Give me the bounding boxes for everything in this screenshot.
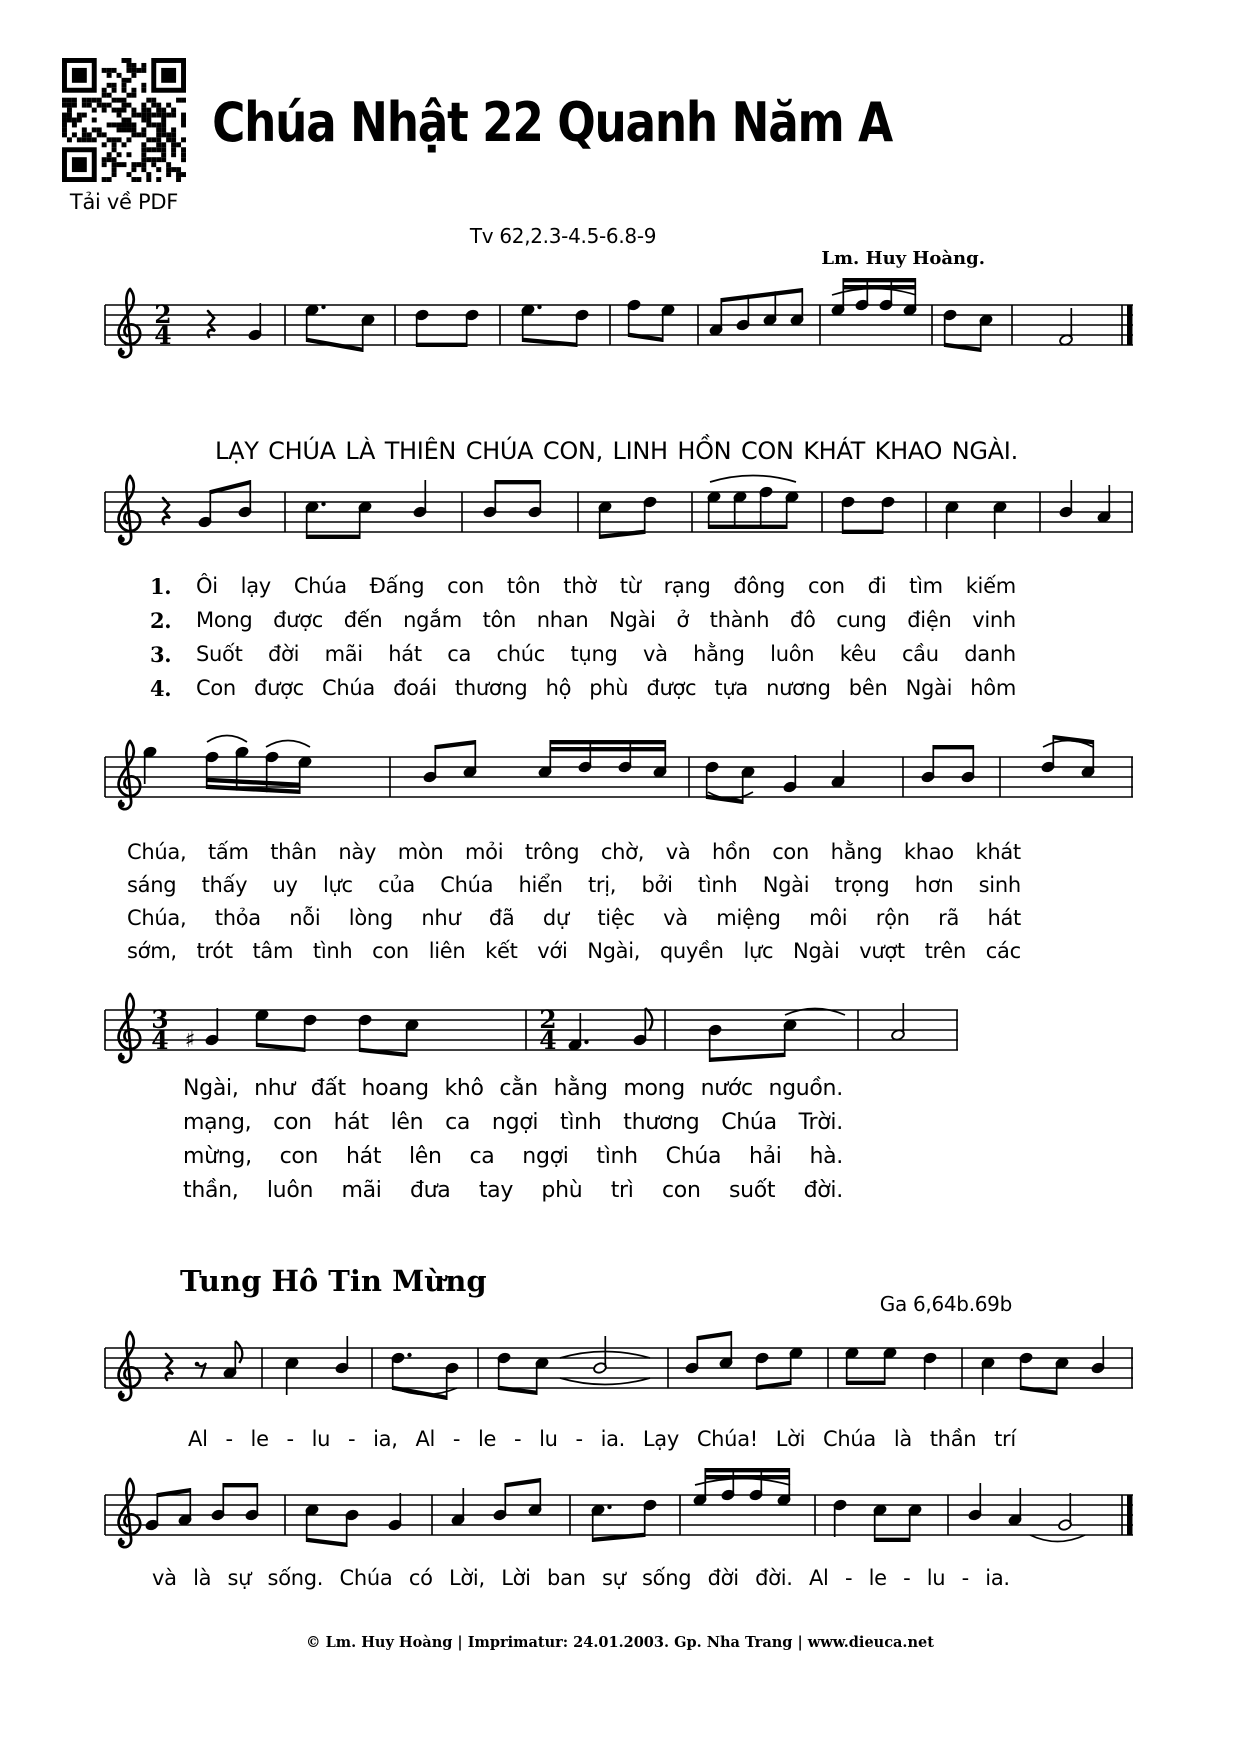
lyric-word: hằng xyxy=(693,642,745,666)
lyric-word: - xyxy=(903,1566,911,1590)
page-title: Chúa Nhật 22 Quanh Năm A xyxy=(212,91,892,154)
lyric-word: ia. xyxy=(600,1427,626,1451)
lyric-word: danh xyxy=(964,642,1016,666)
lyric-word: kêu xyxy=(839,642,877,666)
lyric-word: ia, xyxy=(373,1427,398,1451)
lyric-word: thân xyxy=(270,840,317,864)
verse-line xyxy=(183,1110,843,1144)
lyric-word: rộn xyxy=(875,906,910,930)
lyric-word: Ôi xyxy=(196,574,218,598)
lyric-word: - xyxy=(452,1427,461,1451)
lyric-word: Ngài xyxy=(792,939,840,963)
lyric-word: chúc xyxy=(496,642,546,666)
pdf-download-link[interactable]: Tải về PDF xyxy=(69,190,179,214)
lyric-word: của xyxy=(378,873,415,897)
lyric-word: sống. xyxy=(267,1566,324,1590)
lyric-word: mạng, xyxy=(183,1110,252,1135)
lyric-word: hát xyxy=(987,906,1021,930)
lyric-word: Ngài xyxy=(762,873,810,897)
svg-text:2: 2 xyxy=(154,300,172,329)
lyric-word: - xyxy=(513,1427,522,1451)
copyright-footer: © Lm. Huy Hoàng | Imprimatur: 24.01.2003. Gp. Nha Trang | www.dieuca.net xyxy=(306,1634,934,1651)
lyric-word: trông xyxy=(524,840,580,864)
lyric-word: đời xyxy=(267,642,300,666)
lyric-word: được xyxy=(273,608,323,632)
lyric-word: trì xyxy=(610,1178,634,1203)
lyric-word: CHÚA xyxy=(268,437,336,465)
lyric-word: CON, xyxy=(542,437,603,465)
lyric-word: thành xyxy=(709,608,770,632)
lyric-word: là xyxy=(893,1427,912,1451)
lyric-word: trên xyxy=(924,939,967,963)
lyric-word: suốt xyxy=(728,1178,776,1203)
lyric-word: lu xyxy=(926,1566,946,1590)
lyric-word: miệng xyxy=(716,906,781,930)
lyric-word: Chúa xyxy=(440,873,494,897)
lyric-word: và xyxy=(642,642,668,666)
lyric-word: đã xyxy=(488,906,515,930)
lyric-word: Chúa xyxy=(665,1144,722,1169)
lyric-word: LẠY xyxy=(215,437,259,465)
svg-text:4: 4 xyxy=(151,1026,169,1055)
lyric-word: thương xyxy=(623,1110,700,1135)
lyric-word: Chúa xyxy=(293,574,347,598)
lyric-word: trị, xyxy=(587,873,617,897)
lyric-word: trọng xyxy=(834,873,890,897)
verse-number: 3. xyxy=(150,642,172,667)
lyric-word: sinh xyxy=(978,873,1021,897)
lyric-word: THIÊN xyxy=(384,437,457,465)
composer-credit: Lm. Huy Hoàng. xyxy=(821,248,985,269)
lyric-word: được xyxy=(254,676,304,700)
svg-text:4: 4 xyxy=(539,1026,557,1055)
lyric-word: tựa xyxy=(714,676,748,700)
lyric-word: Chúa xyxy=(721,1110,777,1135)
lyric-word: thần xyxy=(929,1427,977,1451)
lyric-word: con xyxy=(273,1110,312,1135)
psalm-reference: Tv 62,2.3-4.5-6.8-9 xyxy=(469,224,657,248)
lyric-word: hải xyxy=(748,1144,782,1169)
lyric-word: Chúa! xyxy=(696,1427,758,1451)
lyric-word: đô xyxy=(789,608,816,632)
lyric-word: có xyxy=(408,1566,433,1590)
lyric-word: lực xyxy=(743,939,774,963)
lyric-word: các xyxy=(985,939,1021,963)
lyric-word: ngắm xyxy=(403,608,462,632)
svg-text:3: 3 xyxy=(151,1005,169,1034)
lyric-word: Đấng xyxy=(369,574,425,598)
lyric-word: hoang xyxy=(361,1076,429,1101)
lyric-word: Mong xyxy=(196,608,253,632)
lyric-word: đoái xyxy=(393,676,437,700)
verse-line xyxy=(150,642,1016,676)
verse-line xyxy=(127,840,1021,873)
lyric-word: tay xyxy=(478,1178,514,1203)
lyric-word: tình xyxy=(312,939,353,963)
staff-3 xyxy=(105,735,1133,809)
lyric-word: Chúa, xyxy=(127,906,187,930)
verse-line xyxy=(127,906,1021,939)
lyric-word: tiệc xyxy=(597,906,635,930)
verse-block-1 xyxy=(150,574,1016,710)
verse-block-2 xyxy=(127,840,1021,972)
lyric-word: lòng xyxy=(348,906,393,930)
lyric-word: hơn xyxy=(914,873,954,897)
lyric-word: NGÀI. xyxy=(951,437,1018,465)
svg-text:4: 4 xyxy=(154,321,172,350)
lyric-word: rạng xyxy=(663,574,711,598)
lyric-word: trí xyxy=(994,1427,1016,1451)
lyric-word: cầu xyxy=(901,642,939,666)
lyric-word: tình xyxy=(697,873,738,897)
lyric-word: le xyxy=(868,1566,887,1590)
lyric-word: khát xyxy=(975,840,1021,864)
lyric-word: sống xyxy=(642,1566,692,1590)
lyric-word: Al xyxy=(415,1427,436,1451)
lyric-word: dự xyxy=(542,906,569,930)
lyric-word: phù xyxy=(589,676,629,700)
lyric-word: hát xyxy=(333,1110,369,1135)
staff-2 xyxy=(105,476,1133,545)
lyric-word: hiển xyxy=(518,873,563,897)
lyric-word: Lời, xyxy=(448,1566,485,1590)
lyric-word: Ngài xyxy=(905,676,953,700)
lyric-word: nhan xyxy=(536,608,589,632)
staff-4 xyxy=(105,994,958,1062)
svg-text:2: 2 xyxy=(539,1005,557,1034)
lyric-word: Lời xyxy=(501,1566,531,1590)
lyric-word: khô xyxy=(444,1076,484,1101)
lyric-word: được xyxy=(646,676,697,700)
verse-line xyxy=(150,608,1016,642)
lyric-word: con xyxy=(447,574,484,598)
lyric-word: kết xyxy=(485,939,518,963)
lyric-word: sớm, xyxy=(127,939,177,963)
staff-1 xyxy=(105,278,1133,357)
gospel-reference: Ga 6,64b.69b xyxy=(879,1292,1012,1316)
lyric-word: ca xyxy=(469,1144,495,1169)
lyric-word: sự xyxy=(227,1566,252,1590)
lyric-word: con xyxy=(807,574,845,598)
lyric-word: ngợi xyxy=(522,1144,569,1169)
lyric-word: đời. xyxy=(755,1566,793,1590)
lyric-word: mong xyxy=(623,1076,685,1101)
lyric-word: khao xyxy=(903,840,954,864)
lyric-word: - xyxy=(286,1427,294,1451)
lyric-word: sáng xyxy=(127,873,177,897)
lyric-word: mãi xyxy=(324,642,363,666)
lyric-word: tìm xyxy=(909,574,943,598)
lyric-word: Lạy xyxy=(642,1427,679,1451)
lyric-word: lạy xyxy=(240,574,271,598)
lyric-word: tình xyxy=(560,1110,602,1135)
lyric-word: KHAO xyxy=(874,437,943,465)
lyric-word: đời xyxy=(707,1566,739,1590)
lyric-word: Ngài, xyxy=(587,939,641,963)
lyric-word: và xyxy=(663,906,688,930)
lyric-word: đông xyxy=(733,574,786,598)
lyric-word: đất xyxy=(310,1076,346,1101)
lyric-word: con xyxy=(772,840,809,864)
lyric-word: hồn xyxy=(712,840,751,864)
alleluia-lyrics-line-2 xyxy=(152,1566,1010,1590)
lyric-word: nương xyxy=(766,676,831,700)
lyric-word: như xyxy=(254,1076,296,1101)
lyric-word: hằng xyxy=(553,1076,608,1101)
verse-block-3 xyxy=(183,1076,843,1212)
lyric-word: con xyxy=(279,1144,319,1169)
lyric-word: le xyxy=(477,1427,497,1451)
lyric-word: với xyxy=(537,939,568,963)
lyric-word: lu xyxy=(539,1427,558,1451)
verse-line xyxy=(150,574,1016,608)
lyric-word: Ngài, xyxy=(183,1076,239,1101)
lyric-word: mừng, xyxy=(183,1144,252,1169)
lyric-word: mãi xyxy=(341,1178,382,1203)
lyric-word: - xyxy=(961,1566,969,1590)
lyric-word: rã xyxy=(938,906,960,930)
lyric-word: điện xyxy=(907,608,952,632)
refrain-lyrics xyxy=(215,437,1018,465)
lyric-word: Chúa xyxy=(322,676,375,700)
lyric-word: Chúa xyxy=(339,1566,393,1590)
lyric-word: vinh xyxy=(972,608,1016,632)
lyric-word: luôn xyxy=(266,1178,314,1203)
verse-line xyxy=(183,1178,843,1212)
verse-line xyxy=(150,676,1016,710)
lyric-word: - xyxy=(844,1566,853,1590)
verse-number: 1. xyxy=(150,574,172,599)
lyric-word: cung xyxy=(836,608,887,632)
lyric-word: chờ, xyxy=(600,840,645,864)
lyric-word: thương xyxy=(454,676,528,700)
lyric-word: lên xyxy=(390,1110,424,1135)
lyric-word: le xyxy=(250,1427,269,1451)
lyric-word: LINH xyxy=(612,437,668,465)
lyric-word: Trời. xyxy=(798,1110,843,1135)
lyric-word: ia. xyxy=(985,1566,1010,1590)
lyric-word: lu xyxy=(311,1427,331,1451)
staff-5 xyxy=(105,1331,1133,1400)
gospel-acclamation-heading: Tung Hô Tin Mừng xyxy=(180,1264,487,1298)
lyric-word: ở xyxy=(676,608,689,632)
lyric-word: mòn xyxy=(397,840,444,864)
verse-line xyxy=(127,939,1021,972)
lyric-word: tụng xyxy=(570,642,618,666)
lyric-word: vượt xyxy=(859,939,905,963)
lyric-word: ca xyxy=(445,1110,471,1135)
lyric-word: LÀ xyxy=(345,437,376,465)
lyric-word: bởi xyxy=(641,873,673,897)
lyric-word: phù xyxy=(541,1178,583,1203)
lyric-word: và xyxy=(152,1566,177,1590)
lyric-word: - xyxy=(575,1427,583,1451)
lyric-word: hôm xyxy=(970,676,1016,700)
lyric-word: này xyxy=(338,840,377,864)
lyric-word: thỏa xyxy=(214,906,261,930)
lyric-word: lên xyxy=(408,1144,442,1169)
lyric-word: KHÁT xyxy=(803,437,866,465)
lyric-word: nguồn. xyxy=(768,1076,843,1101)
lyric-word: cằn xyxy=(499,1076,538,1101)
lyric-word: hà. xyxy=(809,1144,843,1169)
staff-6 xyxy=(105,1468,1133,1547)
lyric-word: là xyxy=(193,1566,212,1590)
svg-text:♯: ♯ xyxy=(184,1028,196,1053)
lyric-word: Con xyxy=(196,676,236,700)
lyric-word: đến xyxy=(343,608,383,632)
lyric-word: thần, xyxy=(183,1178,239,1203)
lyric-word: và xyxy=(665,840,691,864)
lyric-word: từ xyxy=(619,574,641,598)
lyric-word: hằng xyxy=(830,840,883,864)
lyric-word: tôn xyxy=(482,608,517,632)
lyric-word: hát xyxy=(346,1144,382,1169)
lyric-word: Chúa xyxy=(823,1427,876,1451)
lyric-word: tâm xyxy=(252,939,294,963)
lyric-word: ngợi xyxy=(491,1110,539,1135)
lyric-word: ca xyxy=(447,642,472,666)
verse-line xyxy=(183,1144,843,1178)
lyric-word: Suốt xyxy=(196,642,243,666)
lyric-word: CHÚA xyxy=(465,437,534,465)
lyric-word: như xyxy=(421,906,461,930)
lyric-word: lực xyxy=(322,873,353,897)
lyric-word: tấm xyxy=(207,840,249,864)
lyric-word: Ngài xyxy=(609,608,656,632)
lyric-word: kiếm xyxy=(965,574,1016,598)
lyric-word: con xyxy=(372,939,409,963)
lyric-word: Chúa, xyxy=(127,840,187,864)
lyric-word: uy xyxy=(272,873,298,897)
lyric-word: tôn xyxy=(506,574,541,598)
lyric-word: Al xyxy=(808,1566,829,1590)
lyric-word: trót xyxy=(196,939,233,963)
lyric-word: tình xyxy=(596,1144,638,1169)
lyric-word: con xyxy=(661,1178,701,1203)
lyric-word: nỗi xyxy=(289,906,321,930)
lyric-word: HỒN xyxy=(677,437,732,465)
verse-number: 2. xyxy=(150,608,172,633)
lyric-word: đi xyxy=(867,574,887,598)
lyric-word: luôn xyxy=(770,642,815,666)
verse-line xyxy=(127,873,1021,906)
lyric-word: bên xyxy=(848,676,888,700)
lyric-word: thấy xyxy=(201,873,248,897)
verse-number: 4. xyxy=(150,676,172,701)
lyric-word: môi xyxy=(809,906,848,930)
lyric-word: ban xyxy=(547,1566,586,1590)
lyric-word: đời. xyxy=(803,1178,843,1203)
lyric-word: - xyxy=(225,1427,233,1451)
lyric-word: - xyxy=(348,1427,356,1451)
lyric-word: sự xyxy=(602,1566,626,1590)
lyric-word: CON xyxy=(740,437,794,465)
lyric-word: quyền xyxy=(659,939,724,963)
verse-line xyxy=(183,1076,843,1110)
lyric-word: đưa xyxy=(409,1178,451,1203)
lyric-word: nước xyxy=(700,1076,753,1101)
lyric-word: hát xyxy=(388,642,422,666)
lyric-word: hộ xyxy=(545,676,572,700)
alleluia-lyrics-line-1 xyxy=(188,1427,1016,1451)
lyric-word: Al xyxy=(188,1427,208,1451)
lyric-word: Lời xyxy=(775,1427,806,1451)
lyric-word: liên xyxy=(428,939,466,963)
lyric-word: mỏi xyxy=(465,840,504,864)
lyric-word: thờ xyxy=(563,574,597,598)
